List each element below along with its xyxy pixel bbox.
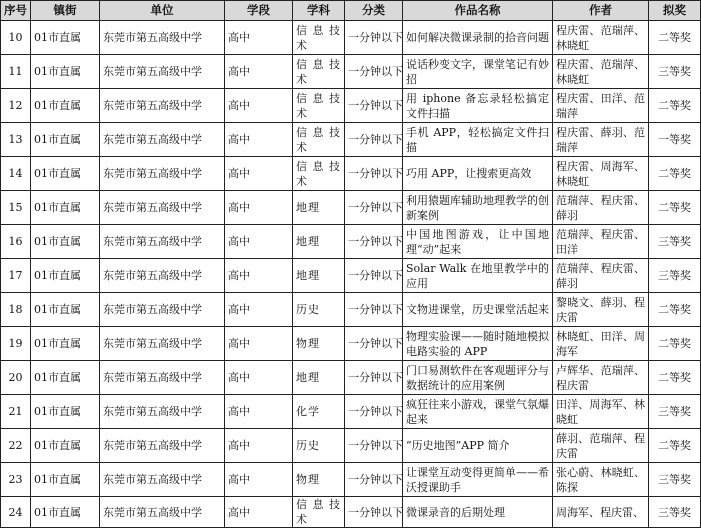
- cell-stage: 高中: [225, 123, 293, 157]
- header-row: [1, 1, 701, 21]
- cell-unit: 东莞市第五高级中学: [100, 21, 225, 55]
- cell-no: 16: [1, 225, 31, 259]
- cell-stage: 高中: [225, 89, 293, 123]
- cell-authors: 林晓虹、田洋、周海军: [553, 327, 649, 361]
- cell-subject: 历史: [293, 429, 345, 463]
- cell-category: 一分钟以下: [345, 55, 403, 89]
- cell-category: 一分钟以下: [345, 89, 403, 123]
- cell-subject: 地理: [293, 191, 345, 225]
- cell-title: 门口易测软件在客观题评分与数据统计的应用案例: [403, 361, 553, 395]
- cell-stage: 高中: [225, 259, 293, 293]
- column-header-authors: 作者: [553, 1, 649, 21]
- cell-category: 一分钟以下: [345, 293, 403, 327]
- table-row: [1, 21, 701, 55]
- cell-authors: 程庆雷、周海军、林晓虹: [553, 157, 649, 191]
- cell-award: 三等奖: [649, 463, 701, 497]
- cell-title: 说话秒变文字，课堂笔记有妙招: [403, 55, 553, 89]
- cell-no: 19: [1, 327, 31, 361]
- cell-stage: 高中: [225, 191, 293, 225]
- cell-category: 一分钟以下: [345, 21, 403, 55]
- cell-title: 微课录音的后期处理: [403, 497, 553, 528]
- cell-title: 物理实验课——随时随地模拟电路实验的 APP: [403, 327, 553, 361]
- cell-town: 01市直属: [31, 497, 100, 528]
- cell-award: 三等奖: [649, 395, 701, 429]
- cell-town: 01市直属: [31, 157, 100, 191]
- cell-town: 01市直属: [31, 191, 100, 225]
- table-row: [1, 463, 701, 497]
- cell-no: 20: [1, 361, 31, 395]
- table-row: [1, 293, 701, 327]
- cell-award: 三等奖: [649, 225, 701, 259]
- cell-stage: 高中: [225, 429, 293, 463]
- cell-stage: 高中: [225, 225, 293, 259]
- cell-no: 12: [1, 89, 31, 123]
- column-header-unit: 单位: [100, 1, 225, 21]
- cell-unit: 东莞市第五高级中学: [100, 157, 225, 191]
- cell-town: 01市直属: [31, 463, 100, 497]
- cell-category: 一分钟以下: [345, 463, 403, 497]
- cell-unit: 东莞市第五高级中学: [100, 429, 225, 463]
- cell-town: 01市直属: [31, 225, 100, 259]
- cell-unit: 东莞市第五高级中学: [100, 259, 225, 293]
- cell-category: 一分钟以下: [345, 123, 403, 157]
- table-row: [1, 89, 701, 123]
- cell-title: 如何解决微课录制的拾音问题: [403, 21, 553, 55]
- cell-no: 14: [1, 157, 31, 191]
- cell-subject: 信息技术: [293, 55, 345, 89]
- cell-subject: 地理: [293, 225, 345, 259]
- cell-unit: 东莞市第五高级中学: [100, 361, 225, 395]
- cell-title: 巧用 APP，让搜索更高效: [403, 157, 553, 191]
- table-row: [1, 225, 701, 259]
- cell-subject: 信息技术: [293, 89, 345, 123]
- cell-subject: 历史: [293, 293, 345, 327]
- cell-unit: 东莞市第五高级中学: [100, 225, 225, 259]
- cell-subject: 地理: [293, 259, 345, 293]
- cell-title: Solar Walk 在地里教学中的应用: [403, 259, 553, 293]
- cell-no: 22: [1, 429, 31, 463]
- table-row: [1, 259, 701, 293]
- cell-category: 一分钟以下: [345, 191, 403, 225]
- cell-subject: 地理: [293, 361, 345, 395]
- cell-stage: 高中: [225, 327, 293, 361]
- cell-no: 13: [1, 123, 31, 157]
- column-header-town: 镇街: [31, 1, 100, 21]
- cell-no: 18: [1, 293, 31, 327]
- cell-stage: 高中: [225, 395, 293, 429]
- cell-subject: 信息技术: [293, 21, 345, 55]
- cell-town: 01市直属: [31, 327, 100, 361]
- cell-unit: 东莞市第五高级中学: [100, 89, 225, 123]
- cell-stage: 高中: [225, 497, 293, 528]
- table-row: [1, 123, 701, 157]
- cell-stage: 高中: [225, 463, 293, 497]
- cell-no: 11: [1, 55, 31, 89]
- cell-no: 24: [1, 497, 31, 528]
- cell-authors: 程庆雷、范瑞萍、林晓虹: [553, 21, 649, 55]
- cell-unit: 东莞市第五高级中学: [100, 395, 225, 429]
- table-row: [1, 361, 701, 395]
- column-header-category: 分类: [345, 1, 403, 21]
- table-row: [1, 191, 701, 225]
- cell-subject: 信息技术: [293, 123, 345, 157]
- cell-award: 二等奖: [649, 429, 701, 463]
- cell-stage: 高中: [225, 293, 293, 327]
- cell-unit: 东莞市第五高级中学: [100, 123, 225, 157]
- table-row: [1, 395, 701, 429]
- cell-authors: 范瑞萍、程庆雷、薛羽: [553, 259, 649, 293]
- cell-authors: 薛羽、范瑞萍、程庆雷: [553, 429, 649, 463]
- cell-subject: 物理: [293, 463, 345, 497]
- cell-no: 15: [1, 191, 31, 225]
- column-header-subject: 学科: [293, 1, 345, 21]
- cell-award: 二等奖: [649, 21, 701, 55]
- column-header-stage: 学段: [225, 1, 293, 21]
- cell-authors: 张心蔚、林晓虹、陈探: [553, 463, 649, 497]
- cell-category: 一分钟以下: [345, 395, 403, 429]
- cell-authors: 程庆雷、田洋、范瑞萍: [553, 89, 649, 123]
- table-row: [1, 429, 701, 463]
- cell-authors: 田洋、周海军、林晓虹: [553, 395, 649, 429]
- cell-town: 01市直属: [31, 395, 100, 429]
- cell-stage: 高中: [225, 21, 293, 55]
- cell-unit: 东莞市第五高级中学: [100, 293, 225, 327]
- cell-authors: 程庆雷、范瑞萍、林晓虹: [553, 55, 649, 89]
- cell-award: 二等奖: [649, 327, 701, 361]
- table-row: [1, 497, 701, 528]
- cell-town: 01市直属: [31, 429, 100, 463]
- cell-subject: 信息技术: [293, 497, 345, 528]
- cell-category: 一分钟以下: [345, 361, 403, 395]
- cell-authors: 范瑞萍、程庆雷、田洋: [553, 225, 649, 259]
- cell-town: 01市直属: [31, 21, 100, 55]
- cell-category: 一分钟以下: [345, 429, 403, 463]
- cell-subject: 信息技术: [293, 157, 345, 191]
- column-header-title: 作品名称: [403, 1, 553, 21]
- cell-authors: 卢辉华、范瑞萍、程庆雷: [553, 361, 649, 395]
- cell-award: 三等奖: [649, 497, 701, 528]
- cell-stage: 高中: [225, 157, 293, 191]
- cell-title: 文物进课堂，历史课堂活起来: [403, 293, 553, 327]
- cell-unit: 东莞市第五高级中学: [100, 55, 225, 89]
- table-row: [1, 327, 701, 361]
- cell-category: 一分钟以下: [345, 157, 403, 191]
- cell-award: 二等奖: [649, 89, 701, 123]
- cell-unit: 东莞市第五高级中学: [100, 327, 225, 361]
- cell-stage: 高中: [225, 55, 293, 89]
- cell-title: 用 iphone 备忘录轻松搞定文件扫描: [403, 89, 553, 123]
- cell-no: 21: [1, 395, 31, 429]
- cell-no: 17: [1, 259, 31, 293]
- cell-unit: 东莞市第五高级中学: [100, 497, 225, 528]
- cell-title: 疯狂往来小游戏，课堂气氛爆起来: [403, 395, 553, 429]
- cell-award: 三等奖: [649, 259, 701, 293]
- cell-title: “历史地图”APP 简介: [403, 429, 553, 463]
- table-row: [1, 55, 701, 89]
- cell-town: 01市直属: [31, 259, 100, 293]
- cell-award: 二等奖: [649, 191, 701, 225]
- cell-subject: 化学: [293, 395, 345, 429]
- cell-award: 二等奖: [649, 293, 701, 327]
- cell-authors: 范瑞萍、程庆雷、薛羽: [553, 191, 649, 225]
- awards-table-body: [1, 21, 701, 528]
- column-header-award: 拟奖: [649, 1, 701, 21]
- cell-authors: 黎晓文、薛羽、程庆雷: [553, 293, 649, 327]
- cell-award: 三等奖: [649, 55, 701, 89]
- cell-unit: 东莞市第五高级中学: [100, 463, 225, 497]
- cell-category: 一分钟以下: [345, 497, 403, 528]
- cell-title: 手机 APP，轻松搞定文件扫描: [403, 123, 553, 157]
- cell-award: 二等奖: [649, 361, 701, 395]
- column-header-no: 序号: [1, 1, 31, 21]
- cell-no: 23: [1, 463, 31, 497]
- cell-title: 让课堂互动变得更简单——希沃授课助手: [403, 463, 553, 497]
- cell-authors: 程庆雷、薛羽、范瑞萍: [553, 123, 649, 157]
- cell-category: 一分钟以下: [345, 327, 403, 361]
- cell-unit: 东莞市第五高级中学: [100, 191, 225, 225]
- cell-category: 一分钟以下: [345, 259, 403, 293]
- cell-town: 01市直属: [31, 123, 100, 157]
- cell-no: 10: [1, 21, 31, 55]
- cell-town: 01市直属: [31, 55, 100, 89]
- cell-town: 01市直属: [31, 361, 100, 395]
- cell-stage: 高中: [225, 361, 293, 395]
- cell-title: 中国地图游戏，让中国地理“动”起来: [403, 225, 553, 259]
- cell-title: 利用猿题库辅助地理教学的创新案例: [403, 191, 553, 225]
- cell-subject: 物理: [293, 327, 345, 361]
- table-row: [1, 157, 701, 191]
- cell-award: 二等奖: [649, 157, 701, 191]
- cell-authors: 周海军、程庆雷、: [553, 497, 649, 528]
- cell-town: 01市直属: [31, 293, 100, 327]
- cell-town: 01市直属: [31, 89, 100, 123]
- cell-award: 一等奖: [649, 123, 701, 157]
- cell-category: 一分钟以下: [345, 225, 403, 259]
